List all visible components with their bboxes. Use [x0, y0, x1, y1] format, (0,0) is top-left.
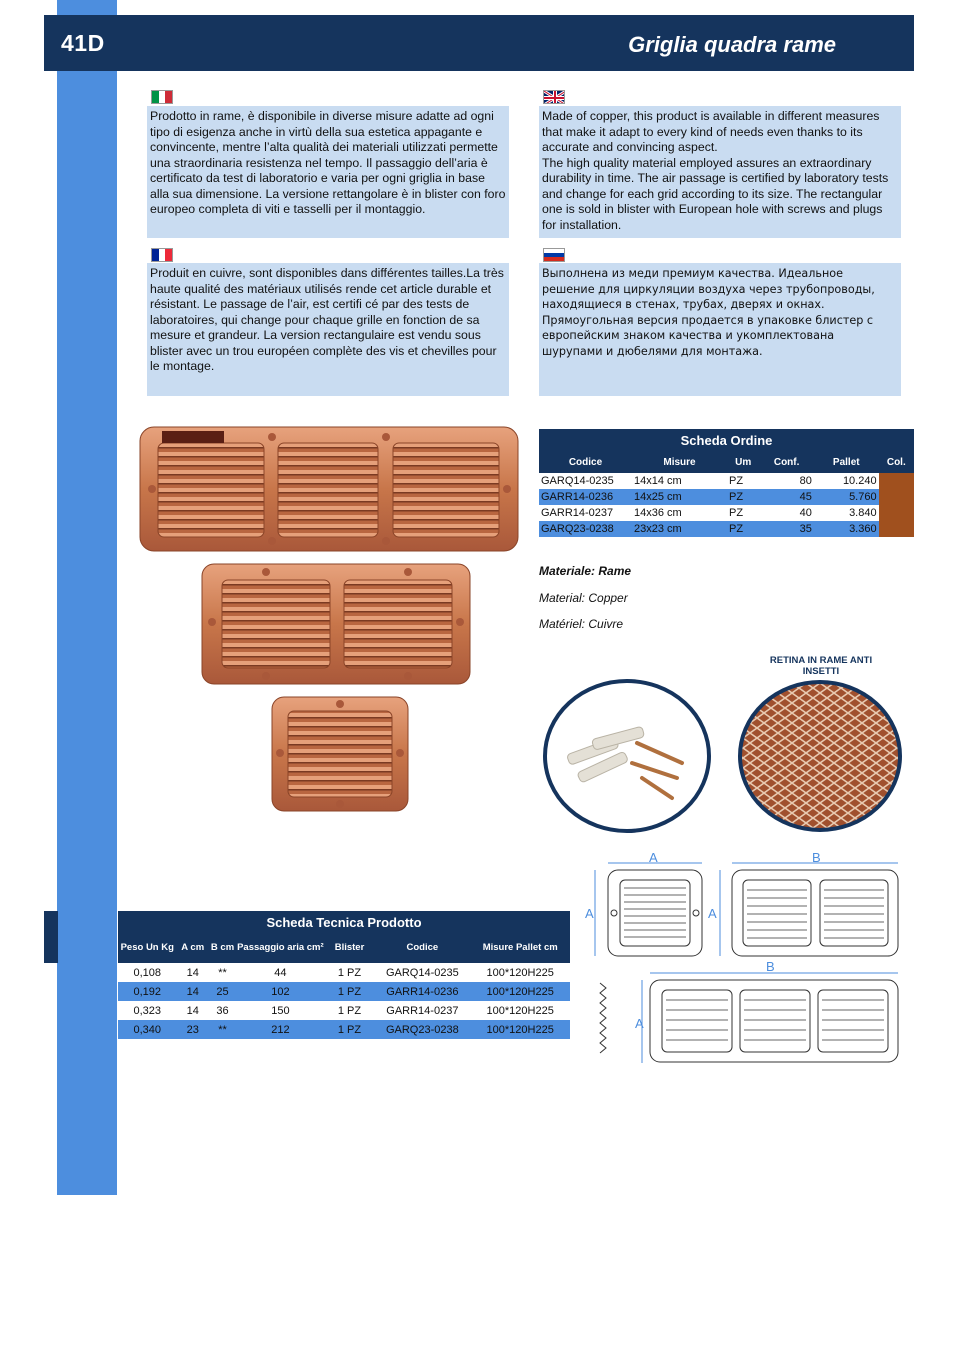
tech-cell: 0,340 [118, 1020, 177, 1039]
tech-cell: 23 [177, 1020, 209, 1039]
material-english: Material: Copper [539, 591, 628, 605]
order-cell: GARR14-0236 [539, 489, 632, 505]
tech-cell: 0,192 [118, 982, 177, 1001]
order-cell: PZ [728, 507, 744, 519]
grille-36-product-image [138, 425, 522, 555]
tech-cell: 102 [236, 982, 325, 1001]
tech-cell: GARR14-0236 [374, 982, 470, 1001]
tech-header-air: Passaggio aria cm² [236, 933, 325, 963]
order-table-title: Scheda Ordine [539, 429, 914, 451]
page-code: 41D [61, 30, 105, 56]
dim-label-a: A [635, 1016, 644, 1031]
tech-cell: 1 PZ [325, 1020, 375, 1039]
page-title: Griglia quadra rame [628, 32, 836, 57]
table-row [118, 1001, 570, 1020]
tech-cell: ** [209, 1020, 236, 1039]
dimension-diagrams [580, 848, 910, 1068]
russia-flag-icon [543, 248, 565, 262]
order-header-conf: Conf. [759, 451, 814, 473]
description-italian: Prodotto in rame, è disponibile in diverse misure adatte ad ogni tipo di esigenza anche in virtù della sua estetica appagante e convincente, mentre l’alta qualità dei materiali utilizzati permette una straordinaria resistenza nel tempo. Il passaggio dell’aria è certificato da test di laboratorio e varia per ogni griglia in base alla sua dimensione. La versione rettangolare è in blister con foro europeo completa di viti e tasselli per il montaggio. [147, 106, 509, 238]
order-header-um: Um [727, 451, 759, 473]
order-cell: PZ [727, 489, 759, 505]
order-table [539, 429, 914, 537]
tech-table [118, 911, 570, 1039]
tech-cell: 100*120H225 [486, 1004, 554, 1017]
description-french: Produit en cuivre, sont disponibles dans différentes tailles.La très haute qualité des matériaux utilisés rende cet article durable et résistant. Le passage de l’air, est certifi cé par des tests de laboratoires, qui change pour chaque grille en fonction de sa mesure et grandeur. La version rectangulaire est vendu sous blister avec un trou européen complète des vis et chevilles pour le montage. [147, 263, 509, 396]
tech-cell: 14 [186, 1004, 199, 1017]
italy-flag-icon [151, 90, 173, 104]
tech-cell: ** [218, 966, 227, 979]
order-cell: PZ [728, 475, 744, 487]
dim-label-a: A [708, 906, 717, 921]
france-flag-icon [151, 248, 173, 262]
tech-cell: 36 [216, 1004, 229, 1017]
order-cell: GARQ14-0235 [541, 475, 614, 487]
dim-label-a: A [649, 850, 658, 865]
uk-flag-icon [543, 90, 565, 104]
order-header-code: Codice [539, 451, 632, 473]
retina-label: RETINA IN RAME ANTI INSETTI [769, 655, 873, 677]
tech-header-blister: Blister [325, 933, 375, 963]
order-cell: 14x25 cm [632, 489, 727, 505]
dim-label-a: A [585, 906, 594, 921]
order-cell: 23x23 cm [632, 521, 727, 537]
order-header-size: Misure [632, 451, 727, 473]
order-header-pallet: Pallet [814, 451, 879, 473]
tech-cell: 1 PZ [325, 982, 375, 1001]
tech-cell: 212 [236, 1020, 325, 1039]
order-cell: 80 [799, 475, 812, 487]
sidebar-stripe [57, 0, 117, 1195]
tech-cell: 25 [209, 982, 236, 1001]
tech-header-code: Codice [374, 933, 470, 963]
table-row [118, 1020, 570, 1039]
tech-cell: GARQ14-0235 [385, 966, 459, 979]
order-cell: 35 [759, 521, 814, 537]
dim-label-b: B [812, 850, 821, 865]
order-cell: 14x36 cm [633, 507, 682, 519]
table-row [118, 963, 570, 982]
dim-label-b: B [766, 959, 775, 974]
tech-cell: 100*120H225 [486, 966, 554, 979]
table-row [539, 505, 914, 521]
order-header-color: Col. [879, 451, 914, 473]
grille-25-product-image [200, 562, 472, 686]
tech-cell: 14 [177, 982, 209, 1001]
material-french: Matériel: Cuivre [539, 617, 624, 631]
order-cell: GARQ23-0238 [539, 521, 632, 537]
tech-header-pallet: Misure Pallet cm [470, 933, 570, 963]
tech-cell: GARQ23-0238 [374, 1020, 470, 1039]
tech-cell: 0,108 [133, 966, 162, 979]
order-cell: 3.360 [814, 521, 879, 537]
tech-cell: GARR14-0237 [386, 1004, 459, 1017]
order-cell: 40 [799, 507, 812, 519]
tech-header-a: A cm [177, 933, 209, 963]
order-cell: 45 [759, 489, 814, 505]
description-english: Made of copper, this product is available in different measures that make it adapt to every kind of needs even thanks to its accurate and convincing aspect. The high quality material employed assures an extraordinary durability in time. The air passage is certified by laboratory tests and change for each grid according to its size. The rectangular one is sold in blister with European hole with screws and plugs for installation. [539, 106, 901, 238]
screws-plugs-image [542, 678, 712, 834]
tech-cell: 0,323 [133, 1004, 162, 1017]
order-cell: 10.240 [842, 475, 877, 487]
table-row [539, 489, 914, 505]
tech-cell: 1 PZ [337, 966, 362, 979]
tech-header-weight: Peso Un Kg [118, 933, 177, 963]
table-row [539, 473, 914, 489]
order-cell: PZ [727, 521, 759, 537]
tech-header-b: B cm [209, 933, 236, 963]
tech-cell: 14 [186, 966, 199, 979]
tech-cell: 44 [274, 966, 287, 979]
order-cell: 3.840 [849, 507, 877, 519]
order-cell: 5.760 [814, 489, 879, 505]
tech-cell: 150 [271, 1004, 290, 1017]
tech-table-accent [44, 911, 58, 963]
table-row [118, 982, 570, 1001]
tech-cell: 100*120H225 [470, 982, 570, 1001]
grille-14-product-image [270, 695, 410, 813]
description-russian: Выполнена из меди премиум качества. Идеальное решение для циркуляции воздуха через трубопроводы, находящиеся в стенах, трубах, дверях и окнах. Прямоугольная версия продается в упаковке блистер с европейским знаком качества и укомплектована шурупами и дюбелями для монтажа. [539, 263, 901, 396]
table-row [539, 521, 914, 537]
tech-cell: 100*120H225 [470, 1020, 570, 1039]
material-italian: Materiale: Rame [539, 564, 632, 578]
color-swatch [879, 473, 914, 537]
insect-mesh-image [736, 678, 904, 834]
order-cell: GARR14-0237 [541, 507, 614, 519]
tech-table-title: Scheda Tecnica Prodotto [118, 911, 570, 933]
tech-cell: 1 PZ [337, 1004, 362, 1017]
order-cell: 14x14 cm [633, 475, 682, 487]
